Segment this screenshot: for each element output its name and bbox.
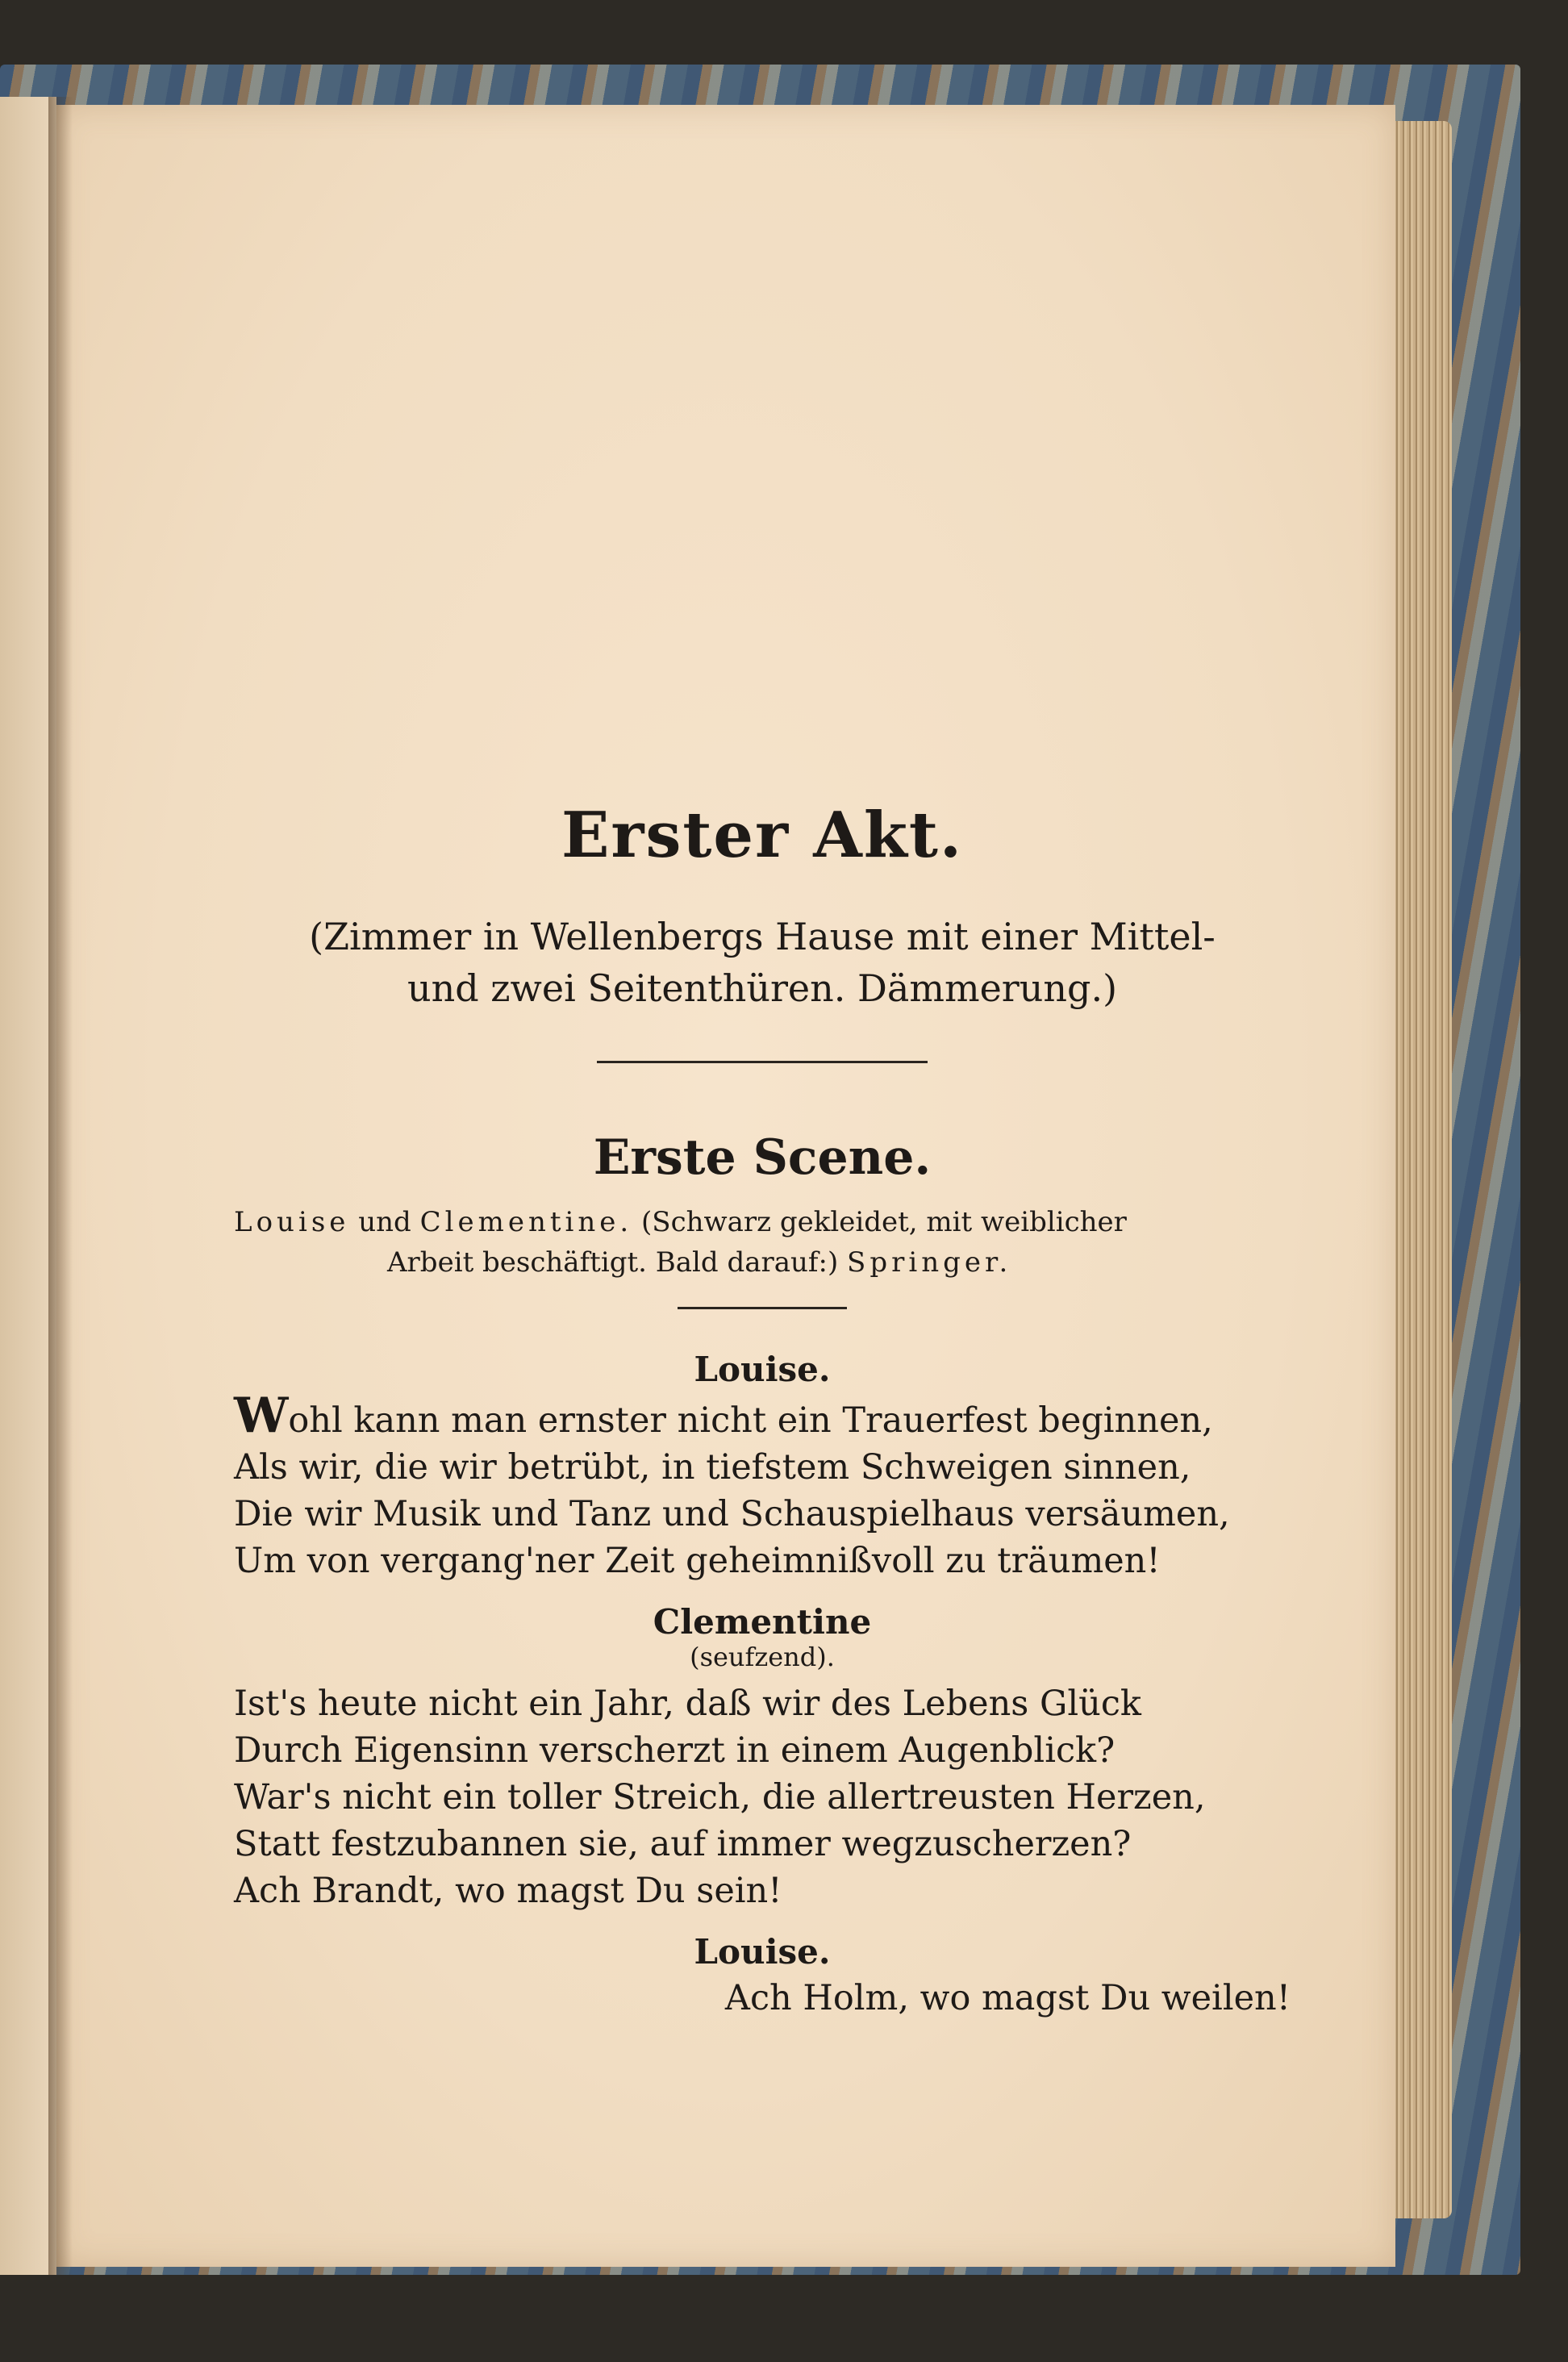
- page-content: [234, 799, 1291, 2022]
- scene-persons-continuation: [234, 1242, 1291, 1283]
- page-edges: [1387, 121, 1452, 2218]
- setting-line-2: und zwei Seitenthüren. Dämmerung.): [407, 966, 1118, 1010]
- divider-rule-short: [678, 1307, 847, 1309]
- verse-line: War's nicht ein toller Streich, die allertreusten Herzen,: [234, 1777, 1206, 1817]
- verse-line: Ist's heute nicht ein Jahr, daß wir des Lebens Glück: [234, 1684, 1141, 1724]
- speaker-name: Louise.: [694, 1932, 831, 1972]
- stage-direction-part-1: (Schwarz gekleidet, mit weiblicher: [641, 1206, 1127, 1238]
- stage-direction-part-2: Arbeit beschäftigt. Bald darauf:): [387, 1246, 839, 1279]
- divider-rule: [597, 1061, 928, 1063]
- verse-line: [234, 1388, 1291, 1444]
- verse-line: Als wir, die wir betrübt, in tiefstem Schweigen sinnen,: [234, 1447, 1191, 1488]
- conjunction: und: [358, 1206, 411, 1238]
- verse-line: Statt festzubannen sie, auf immer wegzuscherzen?: [234, 1824, 1132, 1864]
- speaker-name: Clementine: [653, 1602, 872, 1642]
- act-title: Erster Akt.: [561, 799, 964, 872]
- scene-title: Erste Scene.: [593, 1129, 932, 1186]
- spine-shadow: [48, 97, 73, 2275]
- speaker-name: Louise.: [694, 1350, 831, 1389]
- scene-persons: [234, 1202, 1291, 1283]
- verse-line: Ach Brandt, wo magst Du sein!: [234, 1871, 782, 1911]
- character-springer: Springer.: [847, 1246, 1012, 1279]
- setting-line-1: (Zimmer in Wellenbergs Hause mit einer Mittel-: [309, 915, 1216, 958]
- verse-line: Durch Eigensinn verscherzt in einem Augenblick?: [234, 1730, 1116, 1771]
- verse-text: ohl kann man ernster nicht ein Trauerfest beginnen,: [288, 1400, 1213, 1441]
- character-clementine: Clementine.: [419, 1206, 633, 1238]
- verse-line: Um von vergang'ner Zeit geheimnißvoll zu träumen!: [234, 1541, 1161, 1581]
- verse-line: Ach Holm, wo magst Du weilen!: [724, 1978, 1291, 2018]
- verse-line: Die wir Musik und Tanz und Schauspielhaus versäumen,: [234, 1494, 1230, 1534]
- book-page: [56, 105, 1395, 2267]
- drop-cap: W: [234, 1388, 289, 1444]
- character-louise: Louise: [234, 1206, 350, 1238]
- stage-direction: (seufzend).: [690, 1642, 835, 1672]
